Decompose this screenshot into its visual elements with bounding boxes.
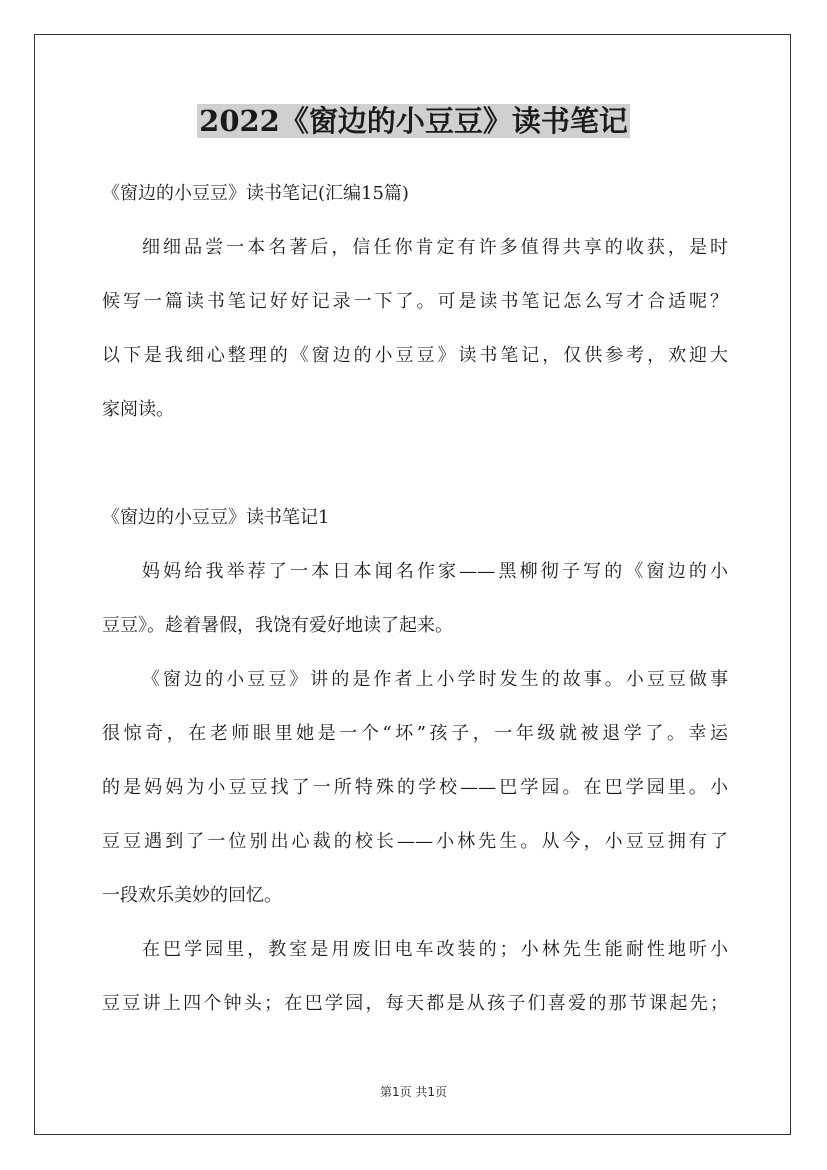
intro-line-2: 候写一篇读书笔记好好记录一下了。可是读书笔记怎么写才合适呢？	[102, 291, 728, 312]
para1-line-1: 妈妈给我举荐了一本日本闻名作家——黑柳彻子写的《窗边的小	[142, 561, 728, 582]
document-title-text: 2022《窗边的小豆豆》读书笔记	[199, 104, 628, 138]
para1-line-2: 豆豆》。趁着暑假，我饶有爱好地读了起来。	[102, 615, 453, 636]
para3-line-1: 在巴学园里，教室是用废旧电车改装的；小林先生能耐性地听小	[142, 939, 728, 960]
para2-line-5: 一段欢乐美妙的回忆。	[102, 885, 282, 906]
section-heading-1: 《窗边的小豆豆》读书笔记1	[102, 507, 330, 528]
para2-line-2: 很惊奇，在老师眼里她是一个“坏”孩子，一年级就被退学了。幸运	[102, 723, 728, 744]
para2-line-1: 《窗边的小豆豆》讲的是作者上小学时发生的故事。小豆豆做事	[142, 669, 728, 690]
intro-line-1: 细细品尝一本名著后，信任你肯定有许多值得共享的收获，是时	[142, 237, 728, 258]
intro-line-4: 家阅读。	[102, 399, 174, 420]
document-title	[0, 100, 827, 142]
document-subtitle: 《窗边的小豆豆》读书笔记(汇编15篇)	[102, 183, 409, 204]
page-footer: 第1页 共1页	[379, 1085, 448, 1099]
intro-line-3: 以下是我细心整理的《窗边的小豆豆》读书笔记，仅供参考，欢迎大	[102, 345, 728, 366]
para3-line-2: 豆豆讲上四个钟头；在巴学园，每天都是从孩子们喜爱的那节课起先；	[102, 993, 728, 1014]
para2-line-4: 豆豆遇到了一位别出心裁的校长——小林先生。从今，小豆豆拥有了	[102, 831, 728, 852]
para2-line-3: 的是妈妈为小豆豆找了一所特殊的学校——巴学园。在巴学园里。小	[102, 777, 728, 798]
